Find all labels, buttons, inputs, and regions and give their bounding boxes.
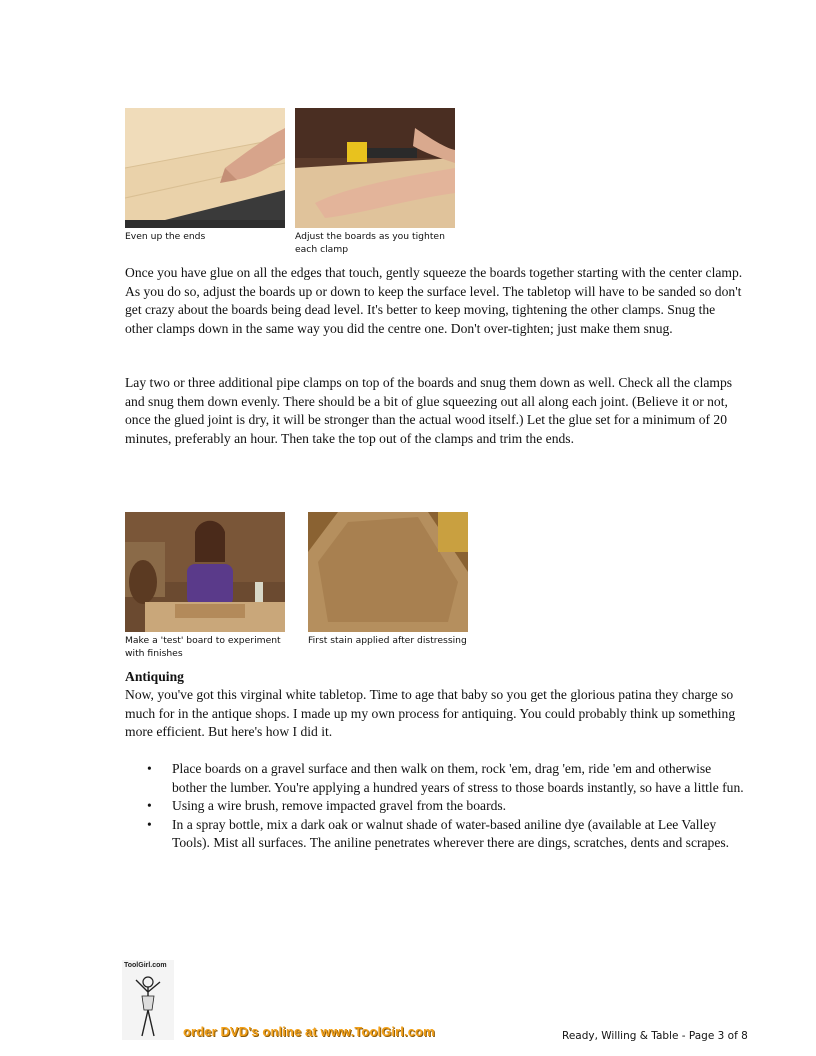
paragraph-clamping: Once you have glue on all the edges that touch, gently squeeze the boards together starting with the center clamp. As you do so, adjust the boards up or down to keep the surface level. The tabletop will have to be sanded so don't get crazy about the boards being dead level. It's better to keep moving, tightening the other clamps. Snug the other clamps down in the same way you did the centre one. Don't over-tighten; just make them snug. bbox=[125, 265, 743, 336]
caption-even-ends: Even up the ends bbox=[125, 231, 206, 242]
paragraph-pipe-clamps: Lay two or three additional pipe clamps on top of the boards and snug them down as well. Check all the clamps and snug them down evenly. There should be a bit of glue squeezing out all along each joint. (Believe it or not, once the glued joint is dry, it will be stronger than the actual wood itself.) Let the glue set for a minimum of 20 minutes, preferably an hour. Then take the top out of the clamps and trim the ends. bbox=[125, 375, 733, 446]
photo-adjust-boards bbox=[295, 108, 455, 256]
logo-text: ToolGirl.com bbox=[124, 962, 167, 969]
caption-first-stain: First stain applied after distressing bbox=[308, 635, 467, 646]
antiquing-steps-list bbox=[125, 760, 745, 853]
mid-photo-row bbox=[125, 512, 468, 660]
photo-even-ends bbox=[125, 108, 285, 256]
antiquing-heading: Antiquing bbox=[125, 669, 184, 684]
list-item: • In a spray bottle, mix a dark oak or walnut shade of water-based aniline dye (available at Lee Valley Tools). Mist all surfaces. The aniline penetrates wherever there are dings, scratches, dents and scrapes. bbox=[125, 816, 745, 853]
list-item: • Place boards on a gravel surface and then walk on them, rock 'em, drag 'em, ride 'em and otherwise bother the lumber. You're applying a hundred years of stress to those boards instantly, so have a little fun. bbox=[125, 760, 745, 797]
caption-test-board: Make a 'test' board to experiment with finishes bbox=[125, 635, 281, 659]
order-dvd-link[interactable]: order DVD's online at www.ToolGirl.com bbox=[183, 1024, 435, 1039]
list-item: • Using a wire brush, remove impacted gravel from the boards. bbox=[125, 797, 745, 816]
antiquing-intro: Now, you've got this virginal white tabletop. Time to age that baby so you get the glorious patina they charge so much for in the antique shops. I made up my own process for antiquing. You could probably think up something more efficient. But here's how I did it. bbox=[125, 687, 736, 739]
top-photo-row bbox=[125, 108, 455, 256]
even-ends-image bbox=[125, 108, 285, 228]
photo-test-board bbox=[125, 512, 285, 660]
caption-adjust-boards: Adjust the boards as you tighten each clamp bbox=[295, 231, 445, 255]
test-board-image bbox=[125, 512, 285, 632]
page-footer-label: Ready, Willing & Table - Page 3 of 8 bbox=[562, 1030, 748, 1042]
toolgirl-figure-icon bbox=[122, 960, 174, 1040]
first-stain-image bbox=[308, 512, 468, 632]
photo-first-stain bbox=[308, 512, 468, 660]
toolgirl-logo[interactable] bbox=[122, 960, 174, 1040]
adjust-boards-image bbox=[295, 108, 455, 228]
